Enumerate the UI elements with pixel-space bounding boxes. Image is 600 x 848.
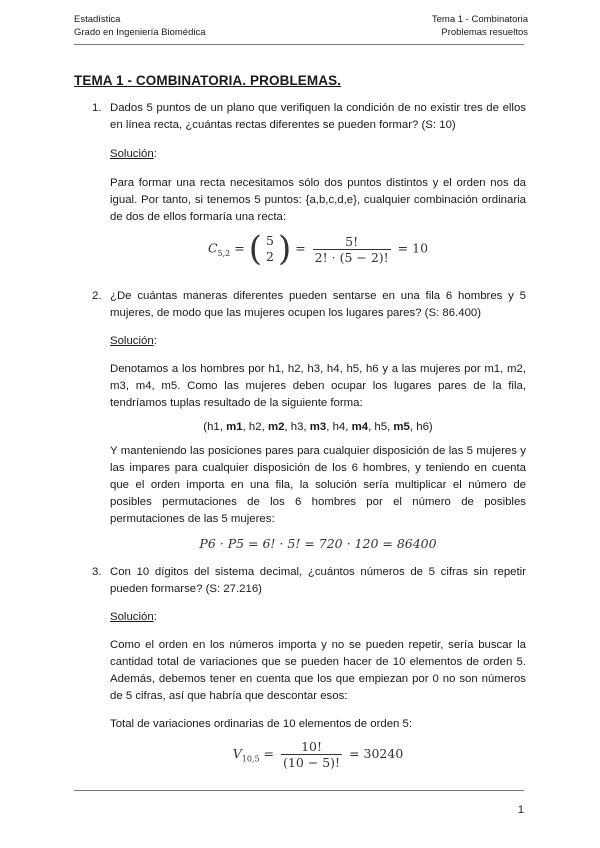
- fraction: [313, 234, 391, 265]
- problem-1: [92, 100, 526, 276]
- header-degree: Grado en Ingeniería Biomédica: [74, 27, 206, 38]
- problem-2: [92, 288, 526, 552]
- formula-lhs-sub: 5,2: [217, 249, 231, 258]
- formula-eq: =: [397, 240, 409, 256]
- problem-number: 2.: [92, 290, 102, 302]
- tuple-example: (h1, m1, h2, m2, h3, m3, h4, m4, h5, m5, h6): [203, 421, 433, 433]
- tuple-man: h3: [290, 421, 304, 433]
- tuple-man: h2: [248, 421, 262, 433]
- solution-text: Para formar una recta necesitamos sólo dos puntos distintos y el orden nos da igual. Por tanto, si tenemos 5 puntos: {a,b,c,d,e}, cualquier combinación ordinaria de dos de ellos formaría una recta:: [110, 177, 526, 223]
- header-rule: [74, 44, 524, 45]
- tuple-woman: m1: [226, 421, 243, 433]
- solution-heading: [110, 609, 526, 626]
- fraction-denominator: (10 − 5)!: [283, 755, 341, 770]
- formula-eq: =: [295, 240, 306, 256]
- binom-bottom: 2: [266, 249, 274, 264]
- fraction-numerator: 10!: [281, 739, 342, 755]
- problem-list: [92, 100, 526, 770]
- binom-top: 5: [266, 233, 274, 248]
- solution-colon: :: [153, 148, 157, 160]
- formula-lhs: C: [207, 240, 218, 256]
- solution-heading: [110, 333, 526, 350]
- page-title: TEMA 1 - COMBINATORIA. PROBLEMAS.: [74, 73, 342, 88]
- formula-result: 10: [412, 240, 429, 256]
- formula-eq: =: [263, 746, 275, 761]
- problem-statement: Con 10 dígitos del sistema decimal, ¿cuántos números de 5 cifras sin repetir pueden formarse? (S: 27.216): [110, 566, 526, 595]
- header-right: [432, 13, 528, 39]
- tuple-man: h6: [416, 421, 429, 433]
- page-number: 1: [517, 804, 524, 816]
- header-subtitle: Problemas resueltos: [441, 27, 528, 38]
- footer-rule: [74, 790, 524, 791]
- solution-label: Solución: [110, 335, 154, 347]
- tuple-open: (: [203, 421, 208, 433]
- problem-statement: Dados 5 puntos de un plano que verifiquen la condición de no existir tres de ellos en línea recta, ¿cuántas rectas diferentes se pueden formar? (S: 10): [110, 102, 526, 131]
- fraction-numerator: 5!: [313, 234, 391, 250]
- tuple-woman: m5: [393, 421, 410, 433]
- solution-text-2: Total de variaciones ordinarias de 10 elementos de orden 5:: [110, 718, 413, 730]
- formula-permutation: P6 · P5 = 6! · 5! = 720 · 120 = 86400: [199, 536, 437, 551]
- formula-eq: =: [234, 240, 245, 256]
- formula-combination: [110, 229, 526, 276]
- solution-text-2: Y manteniendo las posiciones pares para cualquier disposición de las 5 mujeres y las impares para cualquier disposición de los 6 hombres, y teniendo en cuenta que el orden importa en una fila, la solución sería multiplicar el número de posibles permutaciones de los 6 hombres por el número de posibles permutaciones de las 5 mujeres:: [110, 445, 526, 525]
- solution-heading: [110, 146, 526, 163]
- solution-text: Como el orden en los números importa y no se pueden repetir, sería buscar la cantidad total de variaciones que se pueden hacer de 10 elementos de orden 5. Además, debemos tener en cuenta que los que empiezan por 0 no son números de 5 cifras, así que habría que descontar esos:: [110, 639, 526, 702]
- tuple-close: ): [428, 421, 433, 433]
- tuple-man: h4: [332, 421, 346, 433]
- formula-variation: [110, 739, 526, 770]
- formula-result: 30240: [363, 746, 404, 761]
- fraction-denominator: 2! · (5 − 2)!: [314, 249, 389, 265]
- header-left: [74, 13, 206, 39]
- tuple-woman: m2: [267, 421, 285, 433]
- header-course: Estadística: [74, 14, 121, 25]
- header-topic: Tema 1 - Combinatoria: [431, 14, 528, 25]
- formula-lhs-sub: 10,5: [241, 754, 260, 764]
- solution-colon: :: [153, 335, 157, 347]
- tuple-man: h1: [207, 421, 220, 433]
- problem-number: 1.: [92, 102, 102, 114]
- solution-text: Denotamos a los hombres por h1, h2, h3, h4, h5, h6 y a las mujeres por m1, m2, m3, m4, m5. Como las mujeres deben ocupar los lugares pares de la fila, tendríamos tuplas resultado de la siguiente forma:: [110, 363, 526, 409]
- formula-lhs: V: [232, 746, 242, 761]
- tuple-woman: m3: [309, 421, 327, 433]
- problem-3: [92, 564, 526, 770]
- tuple-man: h5: [374, 421, 388, 433]
- solution-colon: :: [153, 611, 157, 623]
- formula-eq: =: [349, 746, 360, 761]
- fraction: [281, 739, 342, 770]
- binomial: ( 5 2 ): [248, 229, 292, 269]
- solution-label: Solución: [110, 148, 154, 160]
- solution-label: Solución: [110, 611, 154, 623]
- problem-number: 3.: [92, 566, 102, 578]
- problem-statement: ¿De cuántas maneras diferentes pueden sentarse en una fila 6 hombres y 5 mujeres, de modo que las mujeres ocupen los lugares pares? (S: 86.400): [110, 290, 526, 319]
- tuple-woman: m4: [351, 421, 369, 433]
